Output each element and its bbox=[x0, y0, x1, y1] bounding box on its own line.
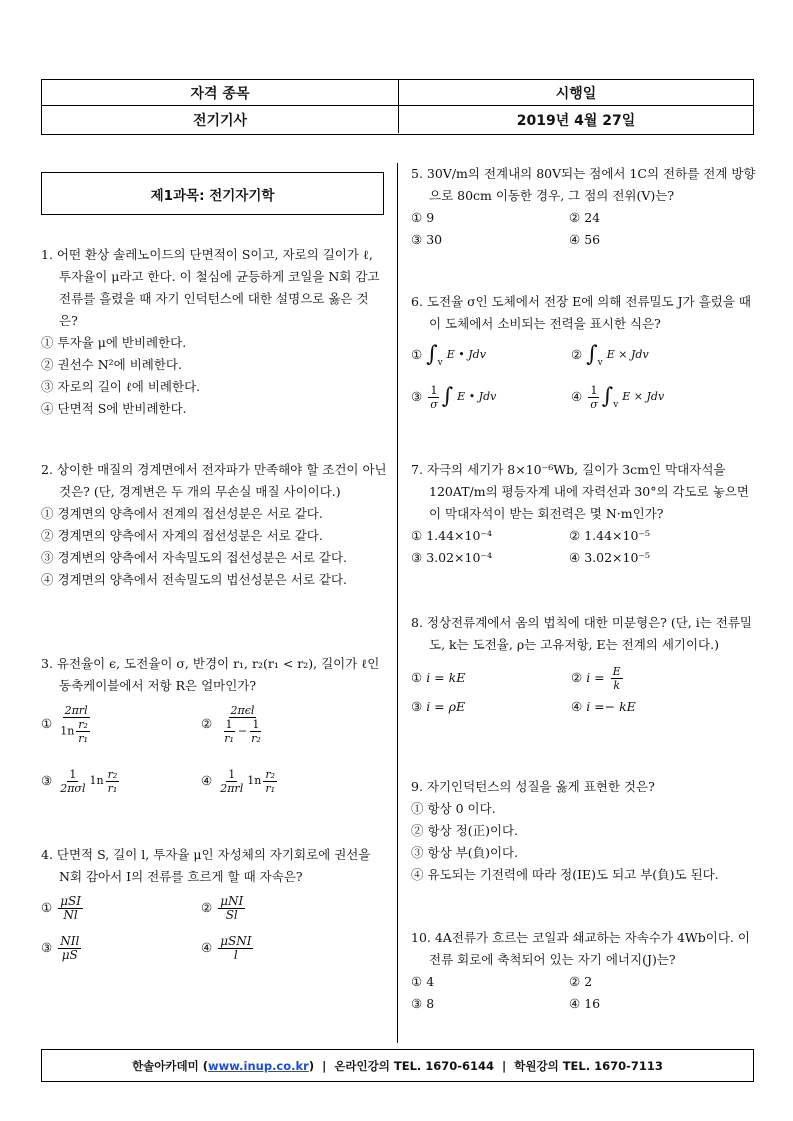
option-2[interactable]: ② 경계면의 양측에서 자계의 접선성분은 서로 같다. bbox=[41, 528, 323, 543]
option-2[interactable]: ② 2 bbox=[569, 974, 593, 989]
option-4[interactable]: ④ 3.02×10⁻⁵ bbox=[569, 550, 651, 565]
question-10 bbox=[411, 927, 756, 1015]
header-date-label: 시행일 bbox=[398, 80, 753, 106]
option-3[interactable]: ③ $\frac{1}{\text{2πσl}}$ 1n $\frac{\text{r₂}}{\text{r₁}}$ bbox=[41, 767, 118, 795]
option-2[interactable]: ② i = $\frac{E}{k}$ bbox=[571, 664, 621, 692]
option-1[interactable]: ① 경계면의 양측에서 전계의 접선성분은 서로 같다. bbox=[41, 506, 323, 521]
exam-header-table bbox=[41, 79, 754, 135]
question-9 bbox=[411, 776, 756, 886]
option-4[interactable]: ④ $\frac{\text{μSNI}}{l}$ bbox=[201, 933, 252, 962]
integral-symbol: ∫ bbox=[441, 384, 454, 409]
option-4[interactable]: ④ $\frac{1}{\sigma}$ ∫ $_v$ E × Jdv bbox=[571, 383, 665, 411]
question-1 bbox=[41, 244, 384, 420]
option-4[interactable]: ④ 56 bbox=[569, 232, 601, 247]
header-subject-value: 전기기사 bbox=[192, 112, 248, 129]
question-3 bbox=[41, 653, 384, 803]
question-stem: 2. 상이한 매질의 경계면에서 전자파가 만족해야 할 조건이 아닌 것은? (단, 경계변은 두 개의 무손실 매질 사이이다.) bbox=[41, 462, 387, 499]
option-3[interactable]: ③ 30 bbox=[411, 232, 443, 247]
header-date-value: 2019년 4월 27일 bbox=[398, 106, 753, 133]
question-4 bbox=[41, 844, 384, 968]
option-4[interactable]: ④ 유도되는 기전력에 따라 정(IE)도 되고 부(負)도 된다. bbox=[411, 867, 719, 882]
option-3[interactable]: ③ 항상 부(負)이다. bbox=[411, 845, 519, 860]
option-1[interactable]: ① 9 bbox=[411, 210, 435, 225]
option-4[interactable]: ④ 16 bbox=[569, 996, 601, 1011]
option-2[interactable]: ② 2πϵl $\frac{1}{\text{r₁}}$ − $\frac{1}{\text{r₂}}$ bbox=[201, 703, 261, 745]
option-1[interactable]: ① 2πrl 1n $\frac{\text{r₂}}{\text{r₁}}$ bbox=[41, 703, 88, 745]
option-2[interactable]: ② 항상 정(正)이다. bbox=[411, 823, 519, 838]
question-stem: 3. 유전율이 ϵ, 도전율이 σ, 반경이 r₁, r₂(r₁ < r₂), 길이가 ℓ인 동축케이블에서 저항 R은 얼마인가? bbox=[41, 656, 380, 693]
option-3[interactable]: ③ i = ρE bbox=[411, 699, 466, 714]
question-stem: 9. 자기인덕턴스의 성질을 옳게 표현한 것은? bbox=[411, 779, 655, 794]
question-stem: 10. 4A전류가 흐르는 코일과 쇄교하는 자속수가 4Wb이다. 이 전류 회로에 축척되어 있는 자기 에너지(J)는? bbox=[411, 930, 750, 967]
option-1[interactable]: ① 항상 0 이다. bbox=[411, 801, 496, 816]
option-2[interactable]: ② ∫ $_v$ E × Jdv bbox=[571, 342, 649, 368]
option-1[interactable]: ① $\frac{\text{μSI}}{Nl}$ bbox=[41, 893, 81, 922]
footer-prefix: 한솔아카데미 ( bbox=[132, 1058, 209, 1073]
header-subject-label: 자격 종목 bbox=[42, 80, 398, 106]
question-2 bbox=[41, 459, 389, 591]
option-1[interactable]: ① 4 bbox=[411, 974, 435, 989]
question-stem: 1. 어떤 환상 솔레노이드의 단면적이 S이고, 자로의 길이가 ℓ, 투자율이 μ라고 한다. 이 철심에 균등하게 코일을 N회 감고 전류를 흘렸을 때 자기 인덕턴스에 대한 설명으로 옳은 것은? bbox=[41, 247, 380, 328]
academy-website-link[interactable]: www.inup.co.kr bbox=[208, 1058, 309, 1073]
option-1[interactable]: ① 투자율 μ에 반비례한다. bbox=[41, 335, 187, 350]
integral-symbol: ∫ bbox=[426, 342, 438, 367]
question-5 bbox=[411, 163, 756, 251]
option-1[interactable]: ① i = kE bbox=[411, 670, 466, 685]
question-6 bbox=[411, 291, 756, 419]
option-3[interactable]: ③ 8 bbox=[411, 996, 435, 1011]
integral-symbol: ∫ bbox=[601, 384, 614, 409]
option-4[interactable]: ④ 단면적 S에 반비례한다. bbox=[41, 401, 187, 416]
option-4[interactable]: ④ 경계면의 양측에서 전속밀도의 법선성분은 서로 같다. bbox=[41, 572, 347, 587]
question-stem: 6. 도전율 σ인 도체에서 전장 E에 의해 전류밀도 J가 흘렀을 때 이 도체에서 소비되는 전력을 표시한 식은? bbox=[411, 294, 751, 331]
option-2[interactable]: ② 1.44×10⁻⁵ bbox=[569, 528, 651, 543]
option-1[interactable]: ① ∫ $_v$ E • Jdv bbox=[411, 342, 486, 368]
option-4[interactable]: ④ i =− kE bbox=[571, 699, 636, 714]
question-stem: 4. 단면적 S, 길이 l, 투자율 μ인 자성체의 자기회로에 권선을 N회 감아서 I의 전류를 흐르게 할 때 자속은? bbox=[41, 847, 371, 884]
question-stem: 5. 30V/m의 전계내의 80V되는 점에서 1C의 전하를 전계 방향으로 80cm 이동한 경우, 그 점의 전위(V)는? bbox=[411, 166, 756, 203]
question-stem: 8. 정상전류계에서 옴의 법칙에 대한 미분형은? (단, i는 전류밀도, k는 도전율, ρ는 고유저항, E는 전계의 세기이다.) bbox=[411, 615, 752, 652]
option-4[interactable]: ④ $\frac{1}{\text{2πrl}}$ 1n $\frac{\text{r₂}}{\text{r₁}}$ bbox=[201, 767, 275, 795]
footer-bar bbox=[41, 1049, 754, 1082]
option-1[interactable]: ① 1.44×10⁻⁴ bbox=[411, 528, 493, 543]
option-3[interactable]: ③ 3.02×10⁻⁴ bbox=[411, 550, 493, 565]
subject-title: 제1과목: 전기자기학 bbox=[41, 172, 384, 215]
footer-contact: ) | 온라인강의 TEL. 1670-6144 | 학원강의 TEL. 1670-7113 bbox=[308, 1058, 663, 1073]
option-3[interactable]: ③ 경계변의 양측에서 자속밀도의 접선성분은 서로 같다. bbox=[41, 550, 347, 565]
option-3[interactable]: ③ $\frac{1}{\sigma}$ ∫ E • Jdv bbox=[411, 383, 497, 411]
question-8 bbox=[411, 612, 756, 720]
option-2[interactable]: ② $\frac{\text{μNI}}{Sl}$ bbox=[201, 893, 244, 922]
option-3[interactable]: ③ 자로의 길이 ℓ에 비례한다. bbox=[41, 379, 201, 394]
option-2[interactable]: ② 권선수 N²에 비례한다. bbox=[41, 357, 182, 372]
option-3[interactable]: ③ $\frac{\text{NIl}}{\mu S}$ bbox=[41, 933, 80, 962]
integral-symbol: ∫ bbox=[586, 342, 598, 367]
question-stem: 7. 자극의 세기가 8×10⁻⁶Wb, 길이가 3cm인 막대자석을 120AT/m의 평등자계 내에 자력선과 30°의 각도로 놓으면 이 막대자석이 받는 회전력은 몇 N·m인가? bbox=[411, 462, 749, 521]
option-2[interactable]: ② 24 bbox=[569, 210, 601, 225]
column-divider bbox=[397, 163, 398, 1043]
question-7 bbox=[411, 459, 756, 569]
